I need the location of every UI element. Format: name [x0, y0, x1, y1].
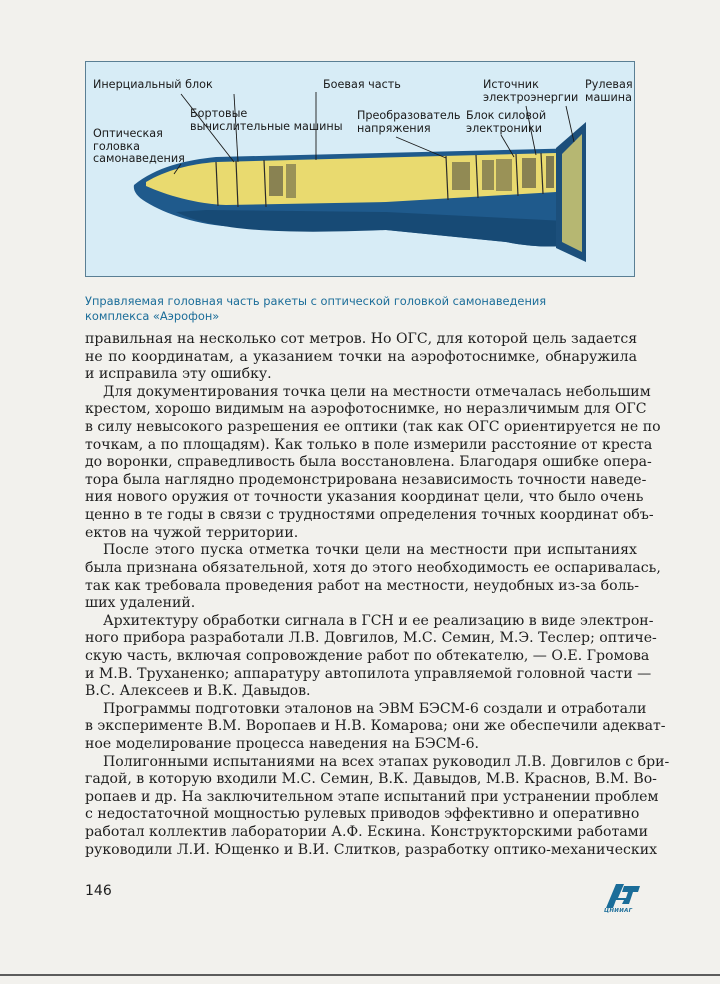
label-voltage-converter: Преобразователь напряжения [357, 109, 461, 135]
text-line: ектов на чужой территории. [85, 524, 299, 541]
label-power-electronics: Блок силовой электроники [466, 109, 547, 135]
text-line: Программы подготовки эталонов на ЭВМ БЭСМ-6 создали и отработали [103, 700, 647, 717]
text-line: руководили Л.И. Ющенко и В.И. Слитков, разработку оптико-механических [85, 841, 658, 858]
text-line: Архитектуру обработки сигнала в ГСН и ее реализацию в виде электрон- [103, 612, 654, 629]
page-number: 146 [85, 883, 112, 899]
label-power-source: Источник электроэнергии [483, 78, 579, 104]
text-line: до воронки, справедливость была восстановлена. Благодаря ошибке опера- [85, 454, 652, 471]
figure-caption [85, 294, 645, 323]
text-line: Для документирования точка цели на местности отмечалась небольшим [103, 383, 651, 400]
text-line: работал коллектив лаборатории А.Ф. Ескина. Конструкторскими работами [85, 824, 649, 841]
text-line: была признана обязательной, хотя до этого необходимость ее оспаривалась, [85, 559, 661, 576]
text-line: ного прибора разработали Л.В. Довгилов, М.С. Семин, М.Э. Теслер; оптиче- [85, 630, 657, 647]
label-steering-machine: Рулевая машина [585, 78, 633, 104]
text-line: крестом, хорошо видимым на аэрофотоснимке, но неразличимым для ОГС [85, 401, 647, 418]
bottom-rule [0, 974, 720, 976]
label-optical-head: Оптическая головка самонаведения [93, 127, 185, 165]
text-line: гадой, в которую входили М.С. Семин, В.К. Давыдов, М.В. Краснов, В.М. Во- [85, 771, 657, 788]
text-line: ния нового оружия от точности указания координат цели, что было очень [85, 489, 644, 506]
text-line: Полигонными испытаниями на всех этапах руководил Л.В. Довгилов с бри- [103, 753, 670, 770]
text-line: в силу невысокого разрешения ее оптики (так как ОГС ориентируется не по [85, 419, 661, 436]
publisher-logo-text: ЦНИИАГ [604, 908, 633, 914]
text-line: тора была наглядно продемонстрирована независимость точности наведе- [85, 471, 647, 488]
text-line: точкам, а по площадям). Как только в поле измерили расстояние от креста [85, 436, 653, 453]
text-line: ропаев и др. На заключительном этапе испытаний при устранении проблем [85, 788, 659, 805]
label-warhead: Боевая часть [323, 78, 401, 91]
text-line: в эксперименте В.М. Воропаев и Н.В. Комарова; они же обеспечили адекват- [85, 718, 666, 735]
text-line: правильная на несколько сот метров. Но ОГС, для которой цель задается [85, 331, 638, 347]
text-line: ное моделирование процесса наведения на БЭСМ-6. [85, 736, 480, 753]
text-line: не по координатам, а указанием точки на аэрофотоснимке, обнаружила [85, 348, 637, 365]
caption-line: Управляемая головная часть ракеты с оптической головкой самонаведения [85, 294, 547, 308]
caption-line: комплекса «Аэрофон» [85, 308, 220, 323]
text-line: и исправила эту ошибку. [85, 366, 272, 383]
text-line: ценно в те годы в связи с трудностями определения точных координат объ- [85, 507, 654, 524]
label-onboard-computers: Бортовые вычислительные машины [190, 107, 343, 133]
text-line: После этого пуска отметка точки цели на местности при испытаниях [103, 542, 637, 559]
text-line: с недостаточной мощностью рулевых приводов эффективно и оперативно [85, 806, 640, 823]
text-line: так как требовала проведения работ на местности, неудобных из-за боль- [85, 577, 639, 594]
label-inertial-block: Инерциальный блок [93, 78, 213, 91]
text-line: скую часть, включая сопровождение работ по обтекателю, — О.Е. Громова [85, 647, 650, 664]
text-line: и М.В. Труханенко; аппаратуру автопилота управляемой головной части — [85, 665, 652, 682]
missile-diagram [85, 61, 635, 277]
text-line: ших удалений. [85, 595, 196, 612]
text-line: В.С. Алексеев и В.К. Давыдов. [85, 683, 311, 700]
body-text [85, 331, 670, 859]
